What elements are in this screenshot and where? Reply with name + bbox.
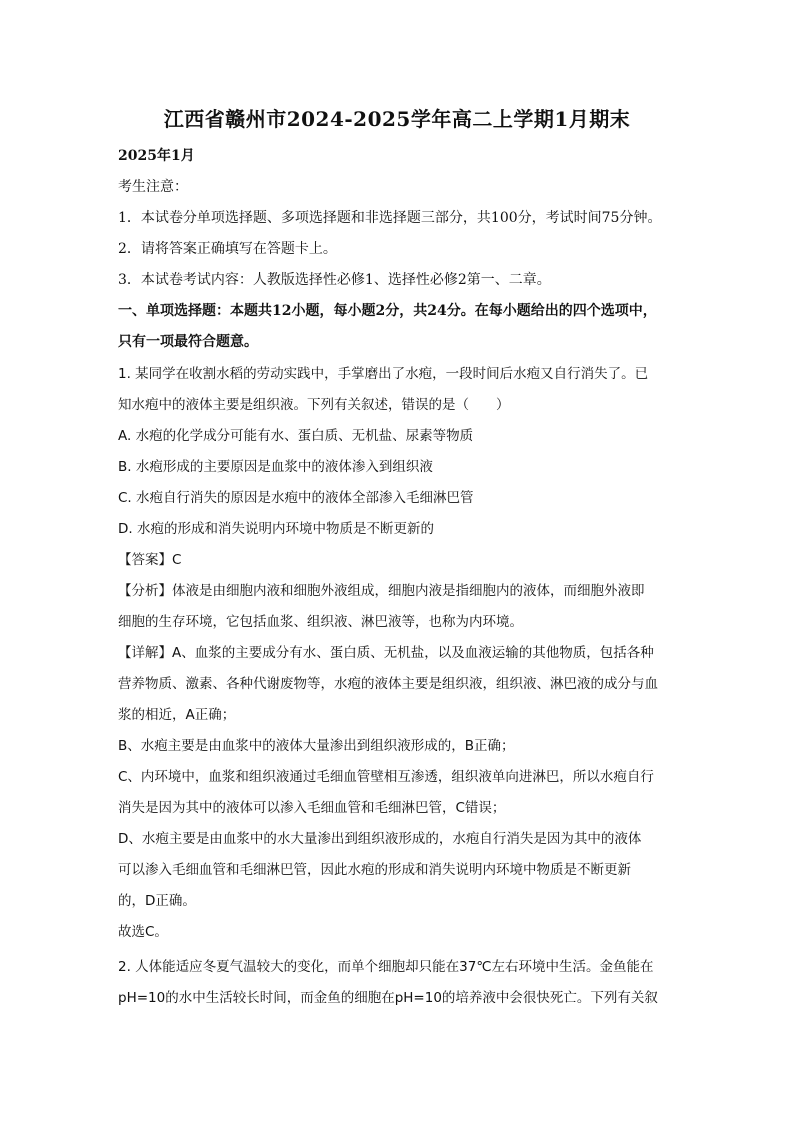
analysis-line: 【分析】体液是由细胞内液和细胞外液组成，细胞内液是指细胞内的液体，而细胞外液即 (118, 583, 645, 599)
detail-line: 营养物质、激素、各种代谢废物等，水疱的液体主要是组织液，组织液、淋巴液的成分与血 (118, 676, 658, 692)
option-d: D. 水疱的形成和消失说明内环境中物质是不断更新的 (118, 521, 434, 537)
notice-item: 2．请将答案正确填写在答题卡上。 (118, 241, 337, 257)
detail-line: 的，D正确。 (118, 893, 196, 909)
detail-line: 浆的相近，A正确； (118, 707, 236, 723)
section-heading-line: 只有一项最符合题意。 (118, 334, 258, 350)
detail-line: D、水疱主要是由血浆中的水大量渗出到组织液形成的，水疱自行消失是因为其中的液体 (118, 831, 642, 847)
question-stem: 知水疱中的液体主要是组织液。下列有关叙述，错误的是（ ） (118, 397, 510, 413)
question-stem: pH=10的水中生活较长时间，而金鱼的细胞在pH=10的培养液中会很快死亡。下列有关叙 (118, 990, 658, 1006)
notice-item: 1．本试卷分单项选择题、多项选择题和非选择题三部分，共100分，考试时间75分钟。 (118, 210, 662, 226)
notice-heading: 考生注意： (118, 179, 188, 195)
question-stem: 2. 人体能适应冬夏气温较大的变化，而单个细胞却只能在37℃左右环境中生活。金鱼能在 (118, 959, 654, 975)
option-c: C. 水疱自行消失的原因是水疱中的液体全部渗入毛细淋巴管 (118, 490, 474, 506)
analysis-line: 细胞的生存环境，它包括血浆、组织液、淋巴液等，也称为内环境。 (118, 614, 523, 630)
section-heading-line: 一、单项选择题：本题共12小题，每小题2分，共24分。在每小题给出的四个选项中， (118, 303, 657, 319)
question-stem: 1. 某同学在收割水稻的劳动实践中，手掌磨出了水疱，一段时间后水疱又自行消失了。已 (118, 366, 649, 382)
detail-line: 【详解】A、血浆的主要成分有水、蛋白质、无机盐，以及血液运输的其他物质，包括各种 (118, 645, 654, 661)
answer-line: 【答案】C (118, 552, 182, 568)
document-title: 江西省赣州市2024-2025学年高二上学期1月期末 (163, 107, 631, 131)
notice-item: 3．本试卷考试内容：人教版选择性必修1、选择性必修2第一、二章。 (118, 272, 551, 288)
conclusion-line: 故选C。 (118, 924, 168, 940)
detail-line: B、水疱主要是由血浆中的液体大量渗出到组织液形成的，B正确； (118, 738, 515, 754)
detail-line: 消失是因为其中的液体可以渗入毛细血管和毛细淋巴管，C错误； (118, 800, 506, 816)
option-a: A. 水疱的化学成分可能有水、蛋白质、无机盐、尿素等物质 (118, 428, 474, 444)
detail-line: C、内环境中，血浆和组织液通过毛细血管壁相互渗透，组织液单向进淋巴，所以水疱自行 (118, 769, 654, 785)
detail-line: 可以渗入毛细血管和毛细淋巴管，因此水疱的形成和消失说明内环境中物质是不断更新 (118, 862, 631, 878)
option-b: B. 水疱形成的主要原因是血浆中的液体渗入到组织液 (118, 459, 433, 475)
exam-date: 2025年1月 (118, 148, 195, 164)
